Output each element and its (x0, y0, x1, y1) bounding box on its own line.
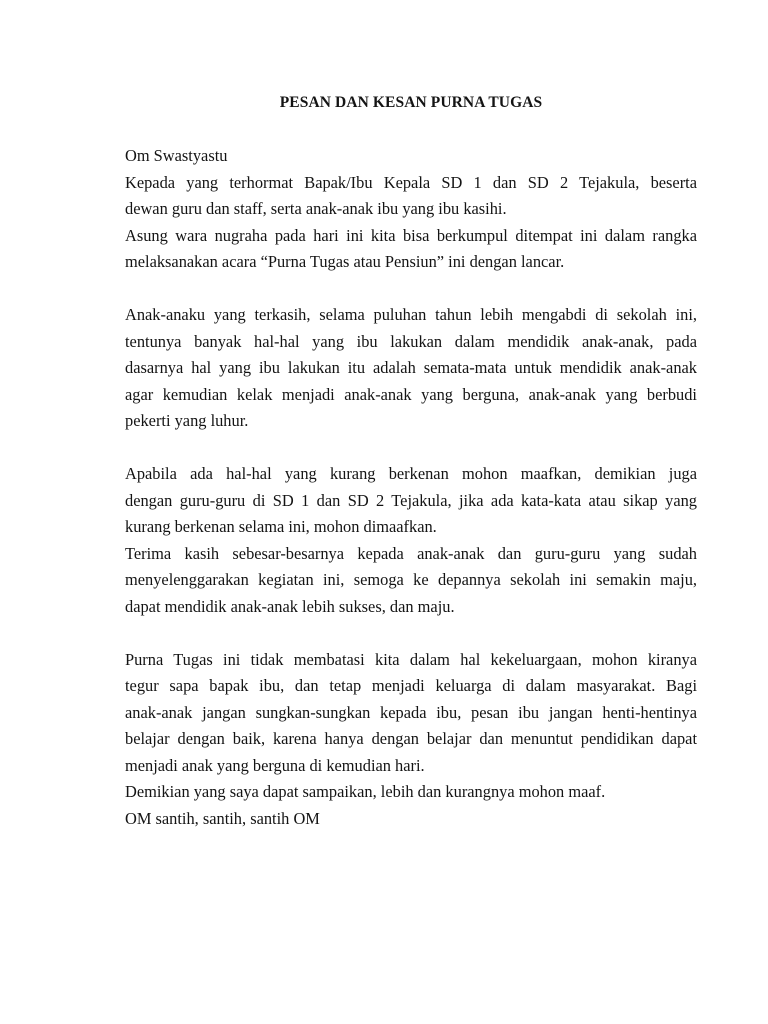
paragraph-line: anak-anak jangan sungkan-sungkan kepada ibu, pesan ibu jangan henti-hentinya (125, 702, 697, 722)
paragraph-opening (125, 170, 697, 276)
paragraph-closing (125, 647, 697, 833)
paragraph-line: Demikian yang saya dapat sampaikan, lebih dan kurangnya mohon maaf. (125, 782, 606, 801)
paragraph-gap (125, 276, 697, 303)
paragraph-line: Kepada yang terhormat Bapak/Ibu Kepala SD 1 dan SD 2 Tejakula, beserta (125, 172, 697, 192)
paragraph-line: dapat mendidik anak-anak lebih sukses, dan maju. (125, 596, 455, 616)
paragraph-gap (125, 620, 697, 647)
paragraph-line: Asung wara nugraha pada hari ini kita bisa berkumpul ditempat ini dalam rangka (125, 225, 697, 245)
paragraph-line: dasarnya hal yang ibu lakukan itu adalah semata-mata untuk mendidik anak-anak (125, 358, 697, 377)
document-title: PESAN DAN KESAN PURNA TUGAS (279, 94, 543, 111)
paragraph-line: agar kemudian kelak menjadi anak-anak yang berguna, anak-anak yang berbudi (125, 384, 697, 404)
paragraph-children (125, 302, 697, 435)
paragraph-line: melaksanakan acara “Purna Tugas atau Pensiun” ini dengan lancar. (125, 252, 565, 271)
paragraph-line: dengan guru-guru di SD 1 dan SD 2 Tejakula, jika ada kata-kata atau sikap yang (125, 490, 697, 510)
document-body (125, 90, 697, 832)
paragraph-line: menjadi anak yang berguna di kemudian hari. (125, 755, 425, 775)
paragraph-line: Anak-anaku yang terkasih, selama puluhan tahun lebih mengabdi di sekolah ini, (125, 305, 697, 324)
paragraph-line: dewan guru dan staff, serta anak-anak ibu yang ibu kasihi. (125, 199, 507, 218)
greeting: Om Swastyastu (125, 146, 228, 165)
paragraph-line: Purna Tugas ini tidak membatasi kita dalam hal kekeluargaan, mohon kiranya (125, 649, 697, 669)
paragraph-line: kurang berkenan selama ini, mohon dimaafkan. (125, 517, 437, 536)
paragraph-line: pekerti yang luhur. (125, 411, 249, 430)
paragraph-line: tegur sapa bapak ibu, dan tetap menjadi keluarga di dalam masyarakat. Bagi (125, 676, 697, 695)
paragraph-line: OM santih, santih, santih OM (125, 808, 320, 828)
paragraph-line: belajar dengan baik, karena hanya dengan belajar dan menuntut pendidikan dapat (125, 729, 697, 748)
paragraph-line: Apabila ada hal-hal yang kurang berkenan mohon maafkan, demikian juga (125, 464, 697, 483)
paragraph-line: tentunya banyak hal-hal yang ibu lakukan dalam mendidik anak-anak, pada (125, 331, 697, 351)
paragraph-apology (125, 461, 697, 620)
paragraph-line: menyelenggarakan kegiatan ini, semoga ke depannya sekolah ini semakin maju, (125, 570, 697, 589)
paragraph-gap (125, 435, 697, 462)
paragraph-line: Terima kasih sebesar-besarnya kepada anak-anak dan guru-guru yang sudah (125, 543, 697, 563)
